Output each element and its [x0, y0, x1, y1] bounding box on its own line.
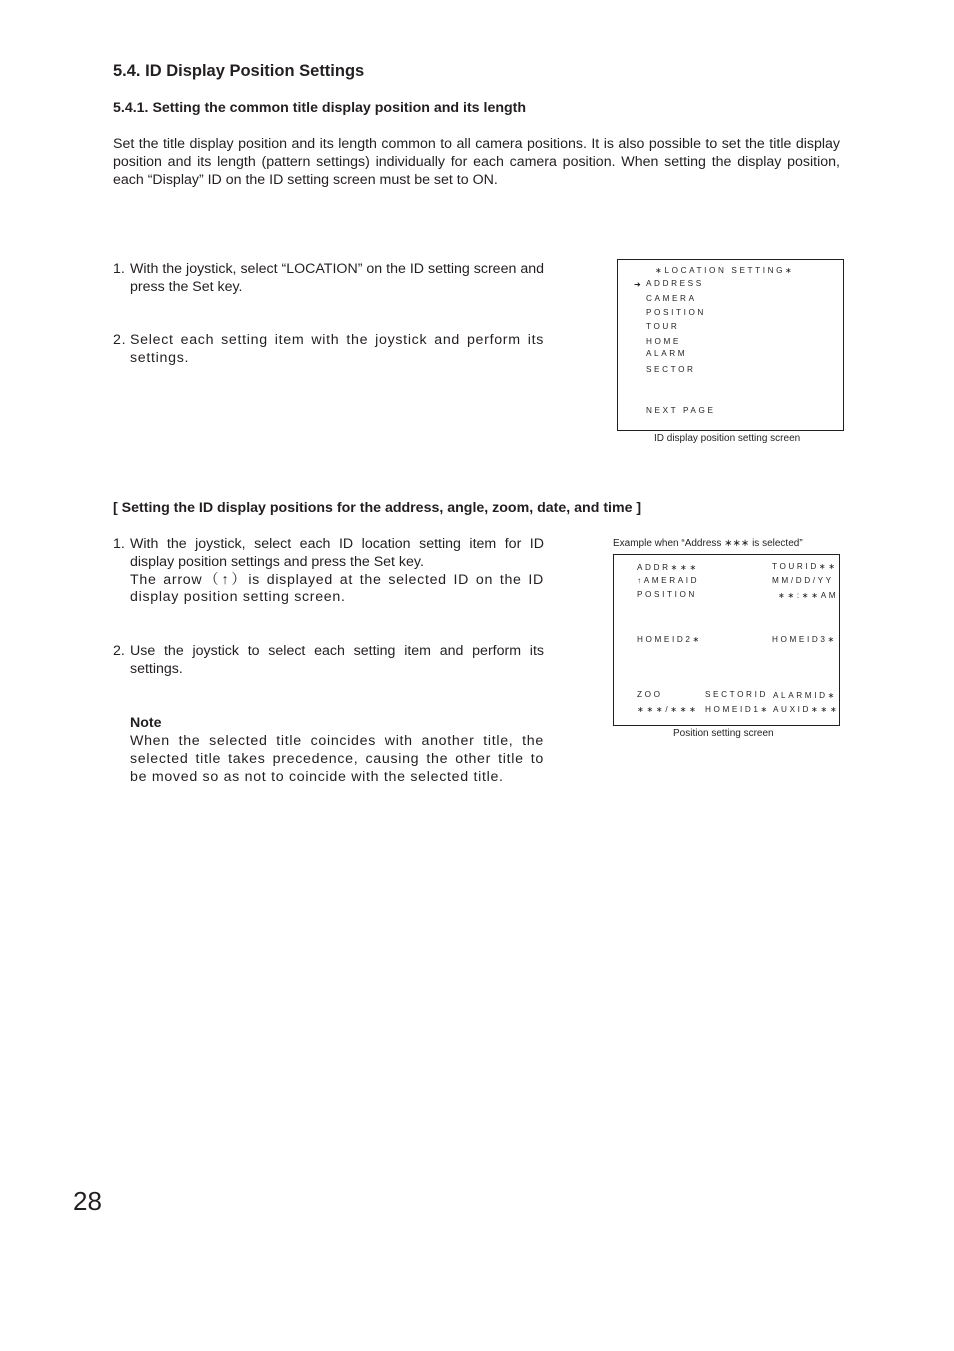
step-number: 2.	[113, 332, 127, 348]
time-label: ∗∗:∗∗AM	[778, 591, 839, 600]
camera-id-label: ↑AMERAID	[637, 576, 700, 585]
screen-b-example: Example when “Address ∗∗∗ is selected”	[613, 538, 803, 549]
tour-id-label: TOURID∗∗	[772, 562, 838, 571]
step-text: With the joystick, select “LOCATION” on the ID setting screen and press the Set key.	[130, 261, 544, 295]
alarm-id-label: ALARMID∗	[773, 691, 838, 700]
menu-item-home: HOME	[646, 337, 681, 346]
step-text: Select each setting item with the joystick and perform its settings.	[130, 332, 544, 366]
home-id1-label: HOMEID1∗	[705, 705, 770, 714]
step-text-arrow: The arrow（↑）is displayed at the selected ID on the ID display position setting screen.	[130, 571, 544, 606]
step-b2	[113, 643, 544, 679]
addr-label: ADDR∗∗∗	[637, 563, 699, 572]
step-number: 1.	[113, 261, 125, 277]
zoom-label: ZOO	[637, 690, 663, 699]
menu-item-tour: TOUR	[646, 322, 680, 331]
step-text: With the joystick, select each ID location setting item for ID display position settings and press the Set key.	[130, 536, 544, 570]
section-title: 5.4. ID Display Position Settings	[113, 62, 365, 80]
subsection-b-title: [ Setting the ID display positions for the address, angle, zoom, date, and time ]	[113, 500, 642, 516]
position-label: POSITION	[637, 590, 697, 599]
step-a2	[113, 332, 544, 368]
screen-a-caption: ID display position setting screen	[654, 433, 801, 444]
position-setting-screen	[613, 554, 840, 726]
location-setting-screen	[617, 259, 844, 431]
menu-item-camera: CAMERA	[646, 294, 697, 303]
menu-item-sector: SECTOR	[646, 365, 696, 374]
date-label: MM/DD/YY	[772, 576, 834, 585]
aux-id-label: AUXID∗∗∗	[773, 705, 840, 714]
step-text: Use the joystick to select each setting item and perform its settings.	[130, 643, 544, 677]
cursor-arrow-icon: ➜	[634, 280, 641, 289]
step-a1	[113, 261, 544, 297]
note-title: Note	[130, 715, 162, 731]
step-number: 1.	[113, 536, 125, 552]
menu-item-position: POSITION	[646, 308, 706, 317]
screen-title: ∗LOCATION SETTING∗	[655, 266, 795, 275]
menu-item-address: ADDRESS	[646, 279, 704, 288]
zoom-value: ∗∗∗/∗∗∗	[637, 705, 699, 714]
menu-item-next-page: NEXT PAGE	[646, 406, 716, 415]
menu-item-alarm: ALARM	[646, 349, 688, 358]
note-body: When the selected title coincides with another title, the selected title takes precedence, causing the other title to be moved so as not to coincide with the selected title.	[130, 733, 544, 785]
sector-id-label: SECTORID	[705, 690, 768, 699]
step-b1	[113, 536, 544, 607]
home-id3-label: HOMEID3∗	[772, 635, 837, 644]
subsection-title: 5.4.1. Setting the common title display position and its length	[113, 100, 527, 116]
step-number: 2.	[113, 643, 125, 659]
page-number: 28	[73, 1186, 102, 1216]
intro-paragraph: Set the title display position and its length common to all camera positions. It is also possible to set the title display position and its length (pattern settings) individually for each camera position. When setting the display position, each “Display” ID on the ID setting screen must be set to ON.	[113, 136, 840, 188]
screen-b-caption: Position setting screen	[673, 728, 774, 739]
home-id2-label: HOMEID2∗	[637, 635, 702, 644]
